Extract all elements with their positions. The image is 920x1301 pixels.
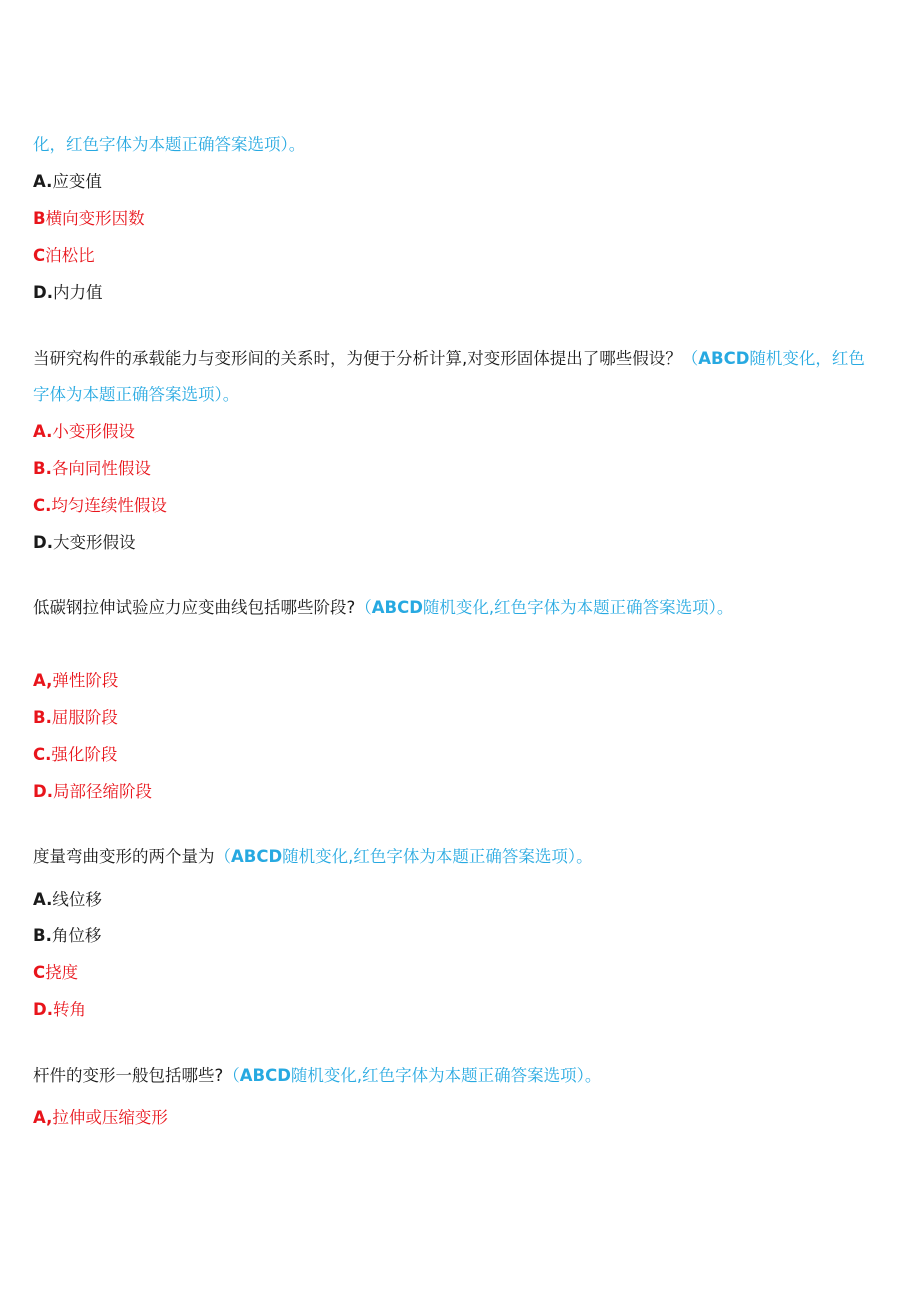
hint-letters: ABCD <box>698 349 750 368</box>
option-d <box>33 532 890 554</box>
option-text: 应变值 <box>52 172 102 191</box>
hint-open: （ <box>355 598 372 617</box>
option-a <box>33 670 890 692</box>
option-text: 大变形假设 <box>52 533 136 552</box>
option-d <box>33 999 890 1021</box>
option-letter: C. <box>33 745 52 764</box>
question-1-hint-line2: 字体为本题正确答案选项）。 <box>33 385 240 404</box>
option-c <box>33 962 890 984</box>
option-text: 角位移 <box>51 926 102 945</box>
option-text: 各向同性假设 <box>51 459 151 478</box>
question-2-stem <box>33 597 890 619</box>
option-letter: A. <box>33 172 53 191</box>
question-hint-continuation: 化，红色字体为本题正确答案选项）。 <box>33 135 306 154</box>
option-letter: C <box>33 963 46 982</box>
question-1-stem <box>33 348 890 370</box>
option-a <box>33 421 890 443</box>
option-a <box>33 171 890 193</box>
option-a <box>33 889 890 911</box>
option-letter: B. <box>33 459 52 478</box>
option-letter: A. <box>33 422 53 441</box>
option-text: 泊松比 <box>45 246 95 265</box>
option-c <box>33 245 890 267</box>
question-3-stem <box>33 846 890 868</box>
option-letter: C. <box>33 496 52 515</box>
option-c <box>33 744 890 766</box>
option-text: 弹性阶段 <box>52 671 119 690</box>
option-text: 内力值 <box>52 283 103 302</box>
hint-text: 随机变化,红色字体为本题正确答案选项）。 <box>282 847 593 866</box>
option-letter: B. <box>33 708 52 727</box>
option-letter: D. <box>33 782 53 801</box>
option-text: 强化阶段 <box>51 745 118 764</box>
option-letter: B <box>33 209 46 228</box>
hint-open: （ <box>681 349 699 368</box>
option-text: 均匀连续性假设 <box>51 496 167 515</box>
option-text: 拉伸或压缩变形 <box>52 1108 168 1127</box>
option-letter: D. <box>33 283 53 302</box>
option-letter: A. <box>33 890 53 909</box>
question-text: 杆件的变形一般包括哪些? <box>33 1066 224 1085</box>
option-d <box>33 781 890 803</box>
option-text: 转角 <box>52 1000 86 1019</box>
option-b <box>33 458 890 480</box>
hint-letters: ABCD <box>371 598 423 617</box>
hint-letters: ABCD <box>231 847 283 866</box>
option-d <box>33 282 890 304</box>
option-text: 屈服阶段 <box>51 708 118 727</box>
option-text: 线位移 <box>52 890 102 909</box>
option-letter: A, <box>33 671 53 690</box>
option-letter: D. <box>33 1000 53 1019</box>
option-b <box>33 925 890 947</box>
question-text: 低碳钢拉伸试验应力应变曲线包括哪些阶段? <box>33 598 356 617</box>
option-letter: A, <box>33 1108 53 1127</box>
option-c <box>33 495 890 517</box>
hint-text: 随机变化,红色字体为本题正确答案选项）。 <box>422 598 734 617</box>
option-a <box>33 1107 890 1129</box>
option-b <box>33 208 890 230</box>
option-text: 小变形假设 <box>52 422 135 441</box>
option-letter: B. <box>33 926 52 945</box>
hint-text: 随机变化,红色字体为本题正确答案选项）。 <box>290 1066 602 1085</box>
question-4-stem <box>33 1065 890 1087</box>
hint-letters: ABCD <box>239 1066 291 1085</box>
hint-open: （ <box>223 1066 240 1085</box>
option-text: 局部径缩阶段 <box>52 782 152 801</box>
hint-open: （ <box>214 847 231 866</box>
option-letter: C <box>33 246 46 265</box>
option-text: 挠度 <box>45 963 79 982</box>
question-text: 当研究构件的承载能力与变形间的关系时，为便于分析计算,对变形固体提出了哪些假设？ <box>33 349 682 368</box>
option-b <box>33 707 890 729</box>
option-text: 横向变形因数 <box>45 209 145 228</box>
hint-text: 随机变化，红色 <box>749 349 865 368</box>
option-letter: D. <box>33 533 53 552</box>
question-text: 度量弯曲变形的两个量为 <box>33 847 215 866</box>
